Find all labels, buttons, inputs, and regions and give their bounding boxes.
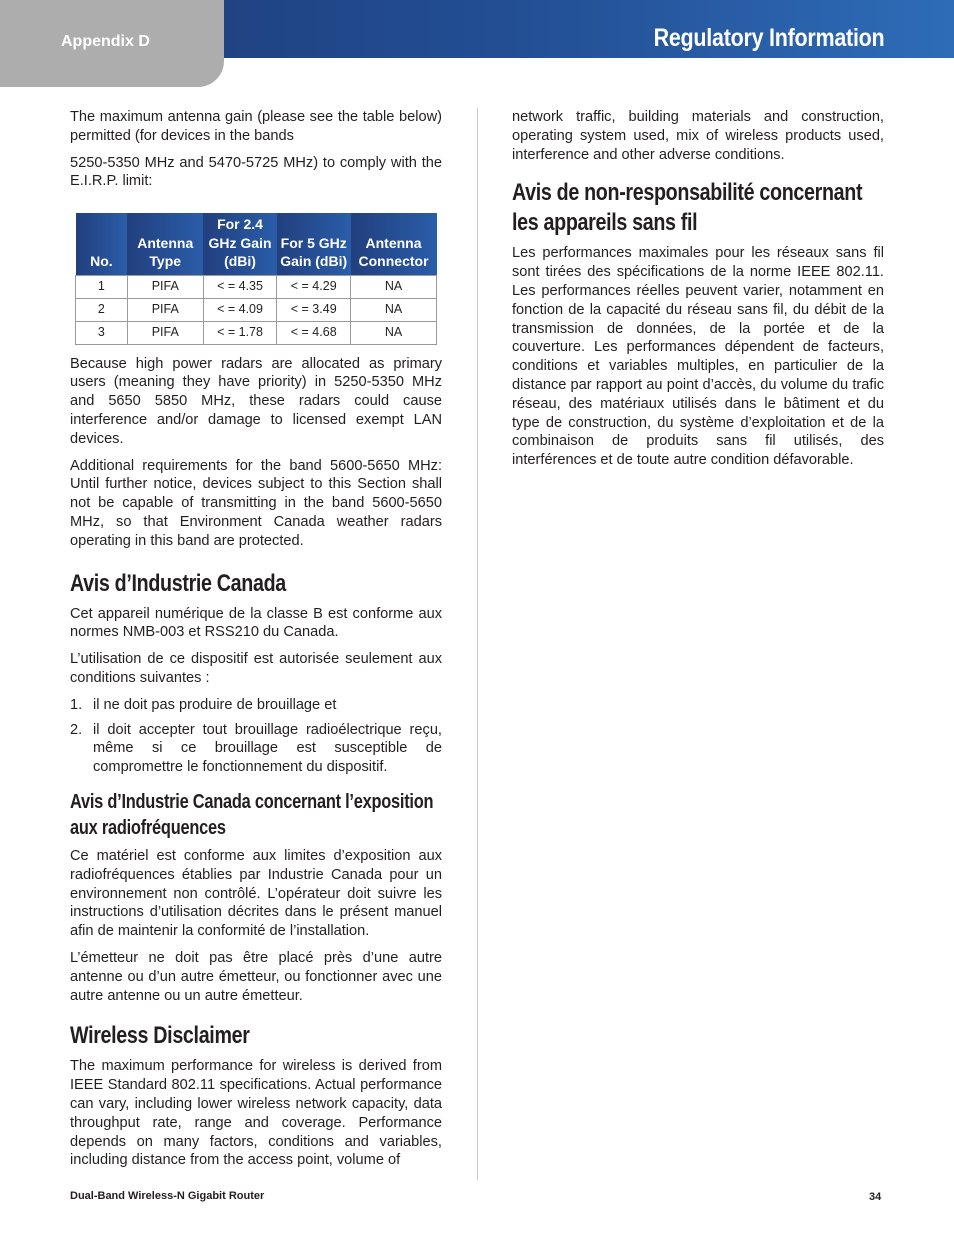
col-header-2-4ghz-gain: For 2.4 GHz Gain (dBi) (203, 213, 277, 275)
table-header-row (76, 213, 437, 275)
table-cell: 1 (76, 275, 128, 298)
heading-avis-industrie-canada: Avis d’Industrie Canada (70, 569, 286, 597)
column-divider (477, 108, 478, 1180)
list-item-text: il ne doit pas produire de brouillage et (93, 696, 337, 713)
footer-product-name: Dual-Band Wireless-N Gigabit Router (70, 1190, 265, 1202)
table-cell: PIFA (127, 298, 203, 321)
col-header-no: No. (76, 213, 128, 275)
right-column (512, 108, 884, 478)
list-item (70, 721, 442, 777)
paragraph: Ce matériel est conforme aux limites d’exposition aux radiofréquences établies par Industrie Canada pour un environnement non contrôlé. L’opérateur doit suivre les instructions d’utilisation décrites dans le présent manuel afin de maintenir la conformité de l’installation. (70, 848, 442, 940)
paragraph: The maximum antenna gain (please see the table below) permitted (for devices in the bands (70, 109, 442, 144)
conditions-list (70, 696, 442, 777)
heading-avis-non-responsabilite: Avis de non-responsabilité concernant les appareils sans fil (512, 179, 863, 237)
paragraph: L’utilisation de ce dispositif est autorisée seulement aux conditions suivantes : (70, 651, 442, 687)
heading-wireless-disclaimer: Wireless Disclaimer (70, 1022, 250, 1050)
table-cell: 3 (76, 321, 128, 344)
antenna-gain-table (75, 213, 437, 345)
paragraph: L’émetteur ne doit pas être placé près d’une autre antenne ou d’un autre émetteur, ou fonctionner avec une autre antenne ou un autre émetteur. (70, 950, 442, 1004)
paragraph: Additional requirements for the band 5600-5650 MHz: Until further notice, devices subject to this Section shall not be capable of transmitting in the band 5600-5650 MHz, so that Environment Canada weather radars operating in this band are protected. (70, 457, 442, 549)
table-cell: < = 4.35 (203, 275, 277, 298)
table-cell: < = 4.68 (277, 321, 351, 344)
paragraph: Les performances maximales pour les réseaux sans fil sont tirées des spécifications de la norme IEEE 802.11. Les performances réelles peuvent varier, notamment en fonction de la capacité du réseau sans fil, du débit de la transmission de données, de la portée et de la couverture. Les performances dépendent de facteurs, conditions et variables multiples, en particulier de la distance par rapport au point d’accès, du volume du trafic réseau, des matériaux utilisés dans le bâtiment et du type de construction, du système d’exploitation et de la combinaison de produits sans fil utilisés, des interférences et de toute autre condition défavorable. (512, 245, 884, 469)
table-cell: PIFA (127, 275, 203, 298)
table-cell: < = 3.49 (277, 298, 351, 321)
paragraph: network traffic, building materials and construction, operating system used, mix of wireless products used, interference and other adverse conditions. (512, 109, 884, 163)
table-cell: < = 4.29 (277, 275, 351, 298)
paragraph: Because high power radars are allocated as primary users (meaning they have priority) in 5250-5350 MHz and 5650 5850 MHz, these radars could cause interference and/or damage to licensed exempt LAN devices. (70, 355, 442, 447)
table-cell: NA (351, 321, 437, 344)
appendix-label: Appendix D (61, 33, 150, 50)
list-item-number: 1. (70, 696, 83, 713)
table-cell: < = 1.78 (203, 321, 277, 344)
left-column (70, 108, 442, 1178)
table-row (76, 321, 437, 344)
col-header-antenna-type: Antenna Type (127, 213, 203, 275)
table-cell: 2 (76, 298, 128, 321)
page-title: Regulatory Information (653, 24, 884, 52)
paragraph: 5250-5350 MHz and 5470-5725 MHz) to comply with the E.I.R.P. limit: (70, 154, 442, 190)
table-row (76, 298, 437, 321)
paragraph: Cet appareil numérique de la classe B est conforme aux normes NMB-003 et RSS210 du Canada. (70, 605, 442, 641)
list-item (70, 696, 442, 715)
table-cell: PIFA (127, 321, 203, 344)
col-header-5ghz-gain: For 5 GHz Gain (dBi) (277, 213, 351, 275)
footer-page-number: 34 (869, 1191, 882, 1203)
list-item-text: il doit accepter tout brouillage radioélectrique reçu, même si ce brouillage est susceptible de compromettre le fonctionnement du dispositif. (93, 721, 442, 776)
paragraph: The maximum performance for wireless is derived from IEEE Standard 802.11 specifications. Actual performance can vary, including lower wireless network capacity, data throughput rate, range and coverage. Performance depends on many factors, conditions and variables, including distance from the access point, volume of (70, 1058, 442, 1169)
heading-avis-exposition: Avis d’Industrie Canada concernant l’exposition aux radiofréquences (70, 791, 434, 840)
list-item-number: 2. (70, 721, 83, 738)
table-row (76, 275, 437, 298)
table-cell: NA (351, 298, 437, 321)
table-cell: NA (351, 275, 437, 298)
col-header-antenna-connector: Antenna Connector (351, 213, 437, 275)
table-cell: < = 4.09 (203, 298, 277, 321)
